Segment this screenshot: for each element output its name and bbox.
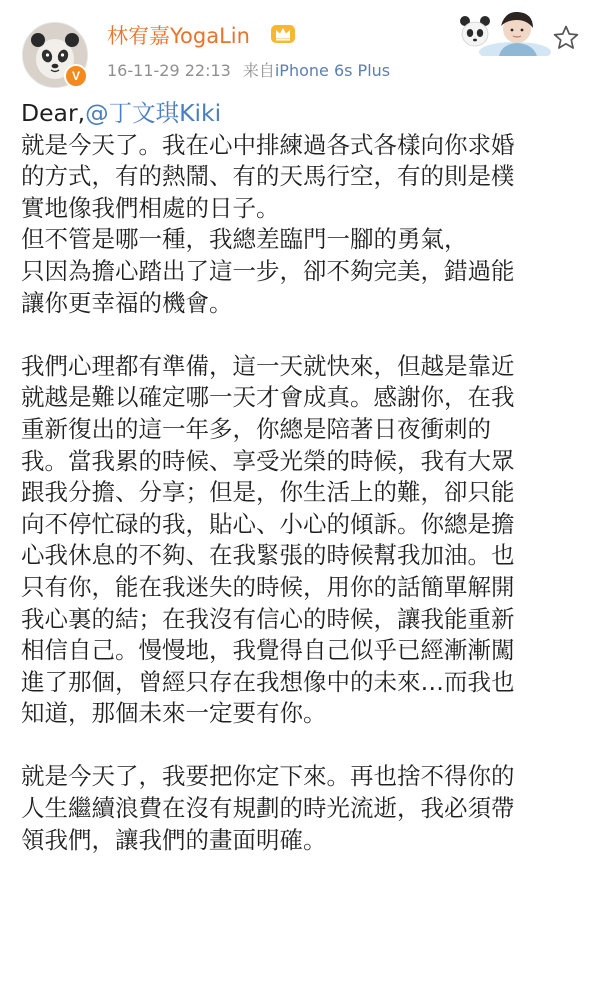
post-meta [107, 58, 390, 81]
crown-icon[interactable] [270, 21, 296, 45]
content-line: 就是今天了，我要把你定下來。再也捨不得你的 [21, 762, 515, 791]
content-line: 的方式，有的熱鬧、有的天馬行空，有的則是樸 [21, 162, 515, 191]
content-line: 但不管是哪一種，我總差臨門一腳的勇氣， [21, 225, 468, 254]
content-line: 跟我分擔、分享；但是，你生活上的難，卻只能 [21, 478, 515, 507]
paragraph-gap [21, 730, 581, 762]
source-device-link[interactable]: iPhone 6s Plus [274, 61, 391, 80]
content-line: 領我們，讓我們的畫面明確。 [21, 825, 327, 854]
mention-link[interactable]: @丁文琪Kiki [85, 99, 222, 127]
content-line: 實地像我們相處的日子。 [21, 193, 280, 222]
panda-sticker[interactable] [455, 8, 551, 56]
source-label: 来自 [242, 61, 275, 80]
content-line: 相信自己。慢慢地，我覺得自己似乎已經漸漸闖 [21, 636, 515, 665]
paragraph-gap [21, 319, 581, 351]
content-line: 重新復出的這一年多，你總是陪著日夜衝刺的 [21, 414, 491, 443]
verified-v-icon: V [64, 64, 88, 88]
star-icon[interactable] [552, 24, 580, 52]
content-line: 我心裏的結；在我沒有信心的時候，讓我能重新 [21, 604, 515, 633]
username-link[interactable]: 林宥嘉YogaLin [107, 24, 250, 48]
content-line: 我們心理都有準備，這一天就快來，但越是靠近 [21, 351, 515, 380]
post-header [0, 0, 600, 96]
content-line: 就越是難以確定哪一天才會成真。感謝你，在我 [21, 383, 515, 412]
content-line: 我。當我累的時候、享受光榮的時候，我有大眾 [21, 446, 515, 475]
content-line: 讓你更幸福的機會。 [21, 288, 233, 317]
post-timestamp: 16-11-29 22:13 [107, 61, 231, 80]
content-line: 人生繼續浪費在沒有規劃的時光流逝，我必須帶 [21, 794, 515, 823]
greeting-text: Dear, [21, 99, 86, 127]
content-line: 知道，那個未來一定要有你。 [21, 699, 327, 728]
content-line: 只因為擔心踏出了這一步，卻不夠完美，錯過能 [21, 256, 515, 285]
content-line: 就是今天了。我在心中排練過各式各樣向你求婚 [21, 130, 515, 159]
content-line: 進了那個，曾經只存在我想像中的未來…而我也 [21, 667, 515, 696]
content-line: 心我休息的不夠、在我緊張的時候幫我加油。也 [21, 541, 515, 570]
content-line: 只有你，能在我迷失的時候，用你的話簡單解開 [21, 572, 515, 601]
post-content [21, 98, 581, 856]
greeting-line [21, 98, 581, 130]
content-line: 向不停忙碌的我，貼心、小心的傾訴。你總是擔 [21, 509, 515, 538]
